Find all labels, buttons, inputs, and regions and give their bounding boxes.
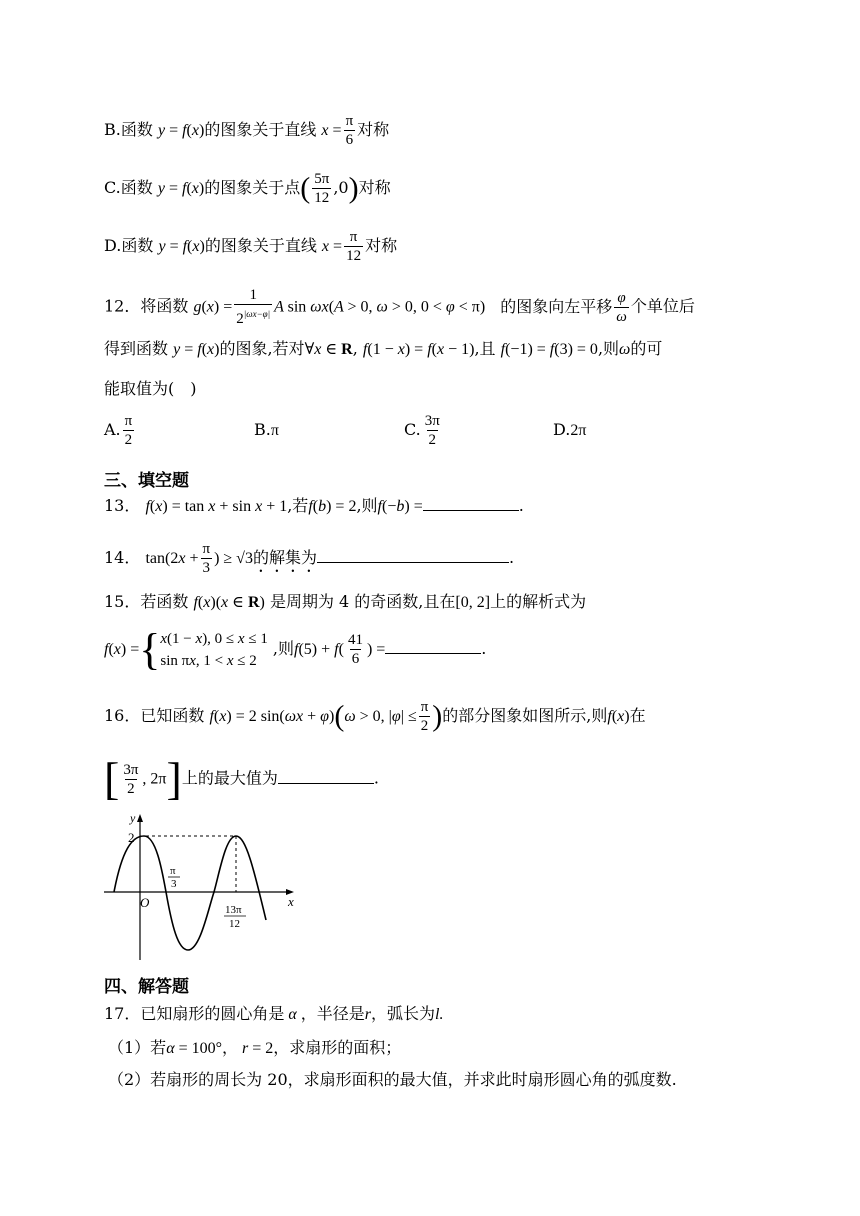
option-b-fraction: $\frac{\pi}{6}$ — [345, 113, 354, 148]
option-b-function: y = f(x) — [157, 122, 205, 139]
q15-cases: x(1 − x), 0 ≤ x ≤ 1 sin πx, 1 < x ≤ 2 — [160, 630, 268, 669]
q12-g-func: g(x) = — [193, 298, 233, 316]
q17-sub2-text: （2）若扇形的周长为 20，求扇形面积的最大值，并求此时扇形圆心角的弧度数. — [108, 1070, 677, 1089]
q15-line1 — [104, 590, 586, 615]
q17-stem — [104, 1002, 444, 1027]
option-c: C.函数 y = f(x)的图象关于点( $\frac{5\pi}{12}$ ,0)对称 — [104, 171, 391, 206]
section-solution-heading: 四、解答题 — [104, 977, 189, 997]
q17-number: 17．已知扇形的圆心角是 — [104, 1004, 285, 1023]
choice-b-value: π — [270, 422, 279, 439]
q12-choice-c[interactable] — [404, 412, 444, 449]
q17-text1: ，半径是 — [300, 1004, 365, 1023]
q15-number: 15．若函数 — [104, 592, 189, 611]
q17-r: r — [364, 1006, 372, 1023]
choice-d-value: 2π — [570, 422, 587, 439]
q15-ask-end: ) = — [366, 641, 386, 658]
option-d-tail: 对称 — [365, 236, 398, 255]
q16-left-bracket: [ — [104, 753, 120, 804]
q15-fraction: $\frac{41}{6}$ — [347, 632, 363, 667]
q13-function: f(x) = tan x + sin x + 1 — [145, 498, 288, 515]
q12-line2: 得到函数 y = f(x)的图象,若对∀x ∈ R, f(1 − x) = f(x − 1),且 f(−1) = f(3) = 0,则ω的可 — [104, 339, 663, 358]
q12-text8: 能取值为( ) — [104, 379, 197, 398]
y-axis-label: y — [130, 811, 136, 825]
q16-function: f(x) = 2 sin(ωx + φ) — [209, 708, 335, 725]
option-b-axis: x = — [321, 122, 342, 139]
option-b-tail: 对称 — [357, 120, 390, 139]
q15-piecewise-lhs: f(x) = — [104, 641, 140, 658]
q15-line2: f(x) ={ x(1 − x), 0 ≤ x ≤ 1 sin πx, 1 < x ≤ 2 ,则f(5) + f( $\frac{41}{6}$ ) = . — [104, 624, 487, 674]
section-fill-in-heading: 三、填空题 — [104, 471, 189, 491]
q13-answer-blank[interactable] — [423, 494, 519, 511]
q12-g-body: A sin ωx(A > 0, ω > 0, 0 < φ < π) — [274, 298, 486, 316]
q12-text5: ,且 — [474, 339, 496, 358]
q12-g-fraction: $\frac{1}{2^{|\omega x-\varphi|}}$ — [236, 287, 271, 327]
q13-number: 13． — [104, 496, 141, 515]
option-b-relation: 的图象关于直线 — [204, 120, 317, 139]
q16-fx: f(x) — [607, 708, 630, 725]
q16-line1: 16．已知函数 f(x) = 2 sin(ωx + φ)(ω > 0, |φ| ≤ $\frac{\pi}{2}$ )的部分图象如图所示,则f(x)在 — [104, 699, 646, 734]
q12-zeros: f(−1) = f(3) = 0 — [500, 341, 598, 358]
q15-text2: 上的解析式为 — [490, 592, 587, 611]
option-d-fraction: $\frac{\pi}{12}$ — [346, 229, 362, 264]
sine-graph — [100, 810, 300, 962]
q13-condition: f(b) = 2 — [308, 498, 357, 515]
q12-forall: ∀x ∈ R — [304, 341, 353, 358]
q12-shift-text: 的图象向左平移 — [500, 296, 613, 316]
option-c-relation: 的图象关于点 — [204, 178, 301, 197]
option-c-fraction: $\frac{5\pi}{12}$ — [314, 171, 330, 206]
origin-label: O — [140, 895, 150, 910]
q12-text7: 的可 — [630, 339, 663, 358]
q12-shift-fraction: $\frac{\varphi}{\omega}$ — [616, 289, 627, 325]
q14-number: 14． — [104, 548, 141, 567]
option-d-label: D.函数 — [104, 236, 154, 255]
x-axis-label: x — [288, 894, 294, 909]
option-c-label: C.函数 — [104, 178, 153, 197]
option-c-tail: 对称 — [358, 178, 391, 197]
q13: 13． f(x) = tan x + sin x + 1,若f(b) = 2,则f(−b) = . — [104, 496, 524, 515]
q12-choice-b[interactable] — [254, 420, 279, 440]
period-label — [224, 904, 246, 930]
svg-text:3: 3 — [171, 878, 177, 890]
q17-text2: ，弧长为 — [371, 1004, 436, 1023]
q13-ask: f(−b) = — [377, 498, 423, 515]
peak-value-label: 2 — [128, 830, 135, 845]
option-d — [104, 228, 397, 265]
q15-answer-blank[interactable] — [385, 637, 481, 654]
q14: 14． tan(2x + $\frac{\pi}{3}$ ) ≥ √3的解集为 . — [104, 541, 515, 576]
q17-sub1-values: α = 100°， r = 2 — [166, 1040, 274, 1057]
y-axis-arrow — [137, 814, 143, 822]
sine-curve — [114, 836, 266, 950]
q16-number: 16．已知函数 — [104, 706, 205, 725]
q12-text3: 得到函数 — [104, 339, 169, 358]
q16-line2: [ $\frac{3\pi}{2}$ , 2π]上的最大值为 . — [104, 753, 379, 804]
zero-crossing-label — [168, 865, 180, 890]
q16-answer-blank[interactable] — [278, 767, 374, 784]
q12-choice-d[interactable] — [553, 420, 586, 440]
q15-text1: 是周期为 4 的奇函数,且在 — [269, 592, 456, 611]
choice-a-letter: A. — [104, 420, 121, 439]
q14-answer-blank[interactable] — [317, 546, 509, 563]
q13-mid: ,若 — [287, 496, 309, 515]
q15-function: f(x)(x ∈ R) — [193, 594, 265, 611]
q17-sub1 — [108, 1036, 401, 1061]
choice-c-value: $\frac{3\pi}{2}$ — [424, 413, 440, 448]
option-c-function: y = f(x) — [157, 180, 205, 197]
q16-interval-fraction: $\frac{3\pi}{2}$ — [123, 761, 139, 797]
option-b — [104, 112, 389, 149]
choice-c-letter: C. — [404, 420, 421, 439]
choice-b-letter: B. — [254, 420, 271, 439]
q17-alpha: α — [284, 1006, 301, 1023]
q14-inequality: tan(2x + — [145, 550, 199, 567]
q17-sub1-label: （1）若 — [108, 1038, 167, 1057]
svg-text:12: 12 — [229, 918, 240, 930]
q12-line1 — [104, 286, 695, 328]
q17-l: l. — [435, 1006, 444, 1023]
q13-then: ,则 — [356, 496, 378, 515]
q12-line3 — [104, 377, 197, 401]
q15-brace: { — [139, 624, 161, 674]
q12-choice-a[interactable] — [104, 412, 136, 449]
q12-text6: ,则 — [597, 339, 620, 358]
q14-fraction: $\frac{\pi}{3}$ — [202, 541, 211, 576]
option-d-relation: 的图象关于直线 — [204, 236, 317, 255]
choice-d-letter: D. — [553, 420, 571, 439]
q16-fraction: $\frac{\pi}{2}$ — [420, 699, 429, 734]
q15-interval: [0, 2] — [455, 594, 491, 611]
q16-text3: 上的最大值为 — [181, 768, 278, 788]
q16-right-bracket: ] — [166, 753, 182, 804]
q16-text2: 在 — [629, 706, 646, 725]
q17-sub2 — [108, 1068, 677, 1092]
q12-symmetry: f(1 − x) = f(x − 1) — [362, 341, 475, 358]
option-d-function: y = f(x) — [158, 238, 205, 255]
q12-y-func: y = f(x) — [173, 341, 220, 358]
svg-text:π: π — [170, 865, 176, 877]
q16-text1: 的部分图象如图所示,则 — [442, 706, 608, 725]
option-d-axis: x = — [321, 238, 343, 255]
q12-unit-text: 个单位后 — [630, 296, 695, 316]
q17-sub1-text: ，求扇形的面积； — [273, 1038, 402, 1057]
q12-number: 12．将函数 — [104, 296, 189, 316]
q14-rhs: ) ≥ √3 — [214, 550, 253, 567]
q15-then: ,则 — [272, 639, 295, 658]
choice-a-value: $\frac{\pi}{2}$ — [124, 413, 133, 448]
q16-conditions: ω > 0, |φ| ≤ — [344, 708, 417, 725]
q15-ask: f(5) + f( — [294, 641, 344, 658]
q14-text: 的解集为 — [252, 548, 317, 567]
option-b-label: B.函数 — [104, 120, 153, 139]
q12-text4: 的图象,若对 — [219, 339, 305, 358]
q12-omega: ω — [619, 341, 631, 358]
svg-text:13π: 13π — [225, 904, 242, 916]
